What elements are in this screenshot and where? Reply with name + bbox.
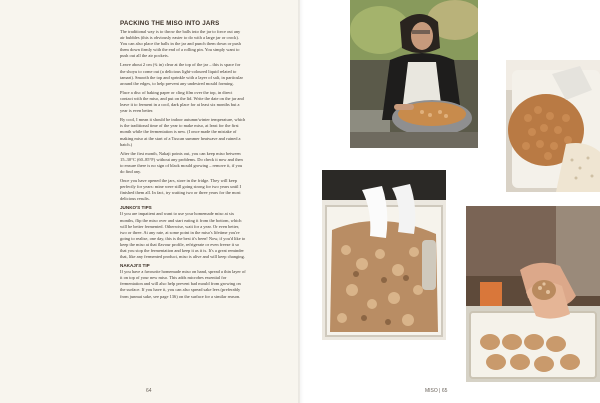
cooked-soybeans-bowl-photo xyxy=(506,60,600,192)
left-page-number: 64 xyxy=(146,388,152,394)
paragraph-2: Leave about 2 cm (¾ in) clear at the top of the jar – this is space for the shoyu to come out (a delicious light-coloured liquid related to tamari). Smooth the top and sprinkle with a layer of salt, in particular around the edges, to help prevent any undesired mould forming. xyxy=(120,62,243,86)
junkos-tips-heading: JUNKO'S TIPS xyxy=(120,205,152,211)
junkos-tips-text: If you are impatient and want to use your homemade miso at six months, flip the miso over and start eating it from the bottom, which will be better fermented. Otherwise, wait for a year. Or even better, two or three. At any rate, at some point in the miso's lifetime you're going to realise, one day, this is the best it's been! Now, if you'd like to keep the miso at that flavour profile, refrigerate or even freeze it so that you stop the fermentation and keep it as it is. It's a great reminder that, like any fermented product, miso is alive and will keep changing. xyxy=(120,211,246,260)
text-column xyxy=(120,20,246,303)
section-heading: PACKING THE MISO INTO JARS xyxy=(120,20,220,27)
hands-forming-miso-balls-photo xyxy=(466,206,600,382)
woman-stirring-soybeans-photo xyxy=(350,0,478,148)
paragraph-5: After the first month, Nakaji points out, you can keep miso between 15–30°C (60–85°F) without any problems. Do check it now and then to ensure there is no sign of black mould growing – remove it, if you do find any. xyxy=(120,150,243,174)
paragraph-4: By cool, I mean it should be indoor autumn/winter temperature, which is the traditional time of the year to make miso, at least for the first month while the fermentation is new. (I once made the mistake of making miso at the start of a Tuscan summer heatwave and ruined a batch.) xyxy=(120,117,246,147)
nakajis-tip-text: If you have a favourite homemade miso on hand, spread a thin layer of it on top of your new miso. This adds microbes essential for fermentation and will also help prevent bad mould from growing on the surface. If you have it, you can also spread sake lees (preferably from junmai sake, see page 136) on the surface for a similar reason. xyxy=(120,269,246,299)
paragraph-3: Place a disc of baking paper or cling film over the top, in direct contact with the miso, and put on the lid. Write the date on the jar and leave it to ferment in a cool, dark place for at least six months but a year is even better. xyxy=(120,89,244,114)
gloved-hands-mixing-miso-photo xyxy=(322,170,446,340)
paragraph-6: Once you have opened the jars, store in the fridge. They will keep perfectly for years: mine were still going strong for two years until I finished them all. In fact, try waiting two or three years for the most delicious results. xyxy=(120,178,242,202)
nakajis-tip-heading: NAKAJI'S TIP xyxy=(120,263,150,269)
spread-gutter xyxy=(298,0,304,403)
right-page-folio: MISO | 65 xyxy=(425,388,448,394)
paragraph-1: The traditional way is to throw the balls into the jar to force out any air bubbles (this is obviously easier to do with a large jar or crock). You can also place the balls in the jar and punch them down or push them down firmly with the end of a rolling pin. You simply want to push out all the air pockets. xyxy=(120,29,241,59)
